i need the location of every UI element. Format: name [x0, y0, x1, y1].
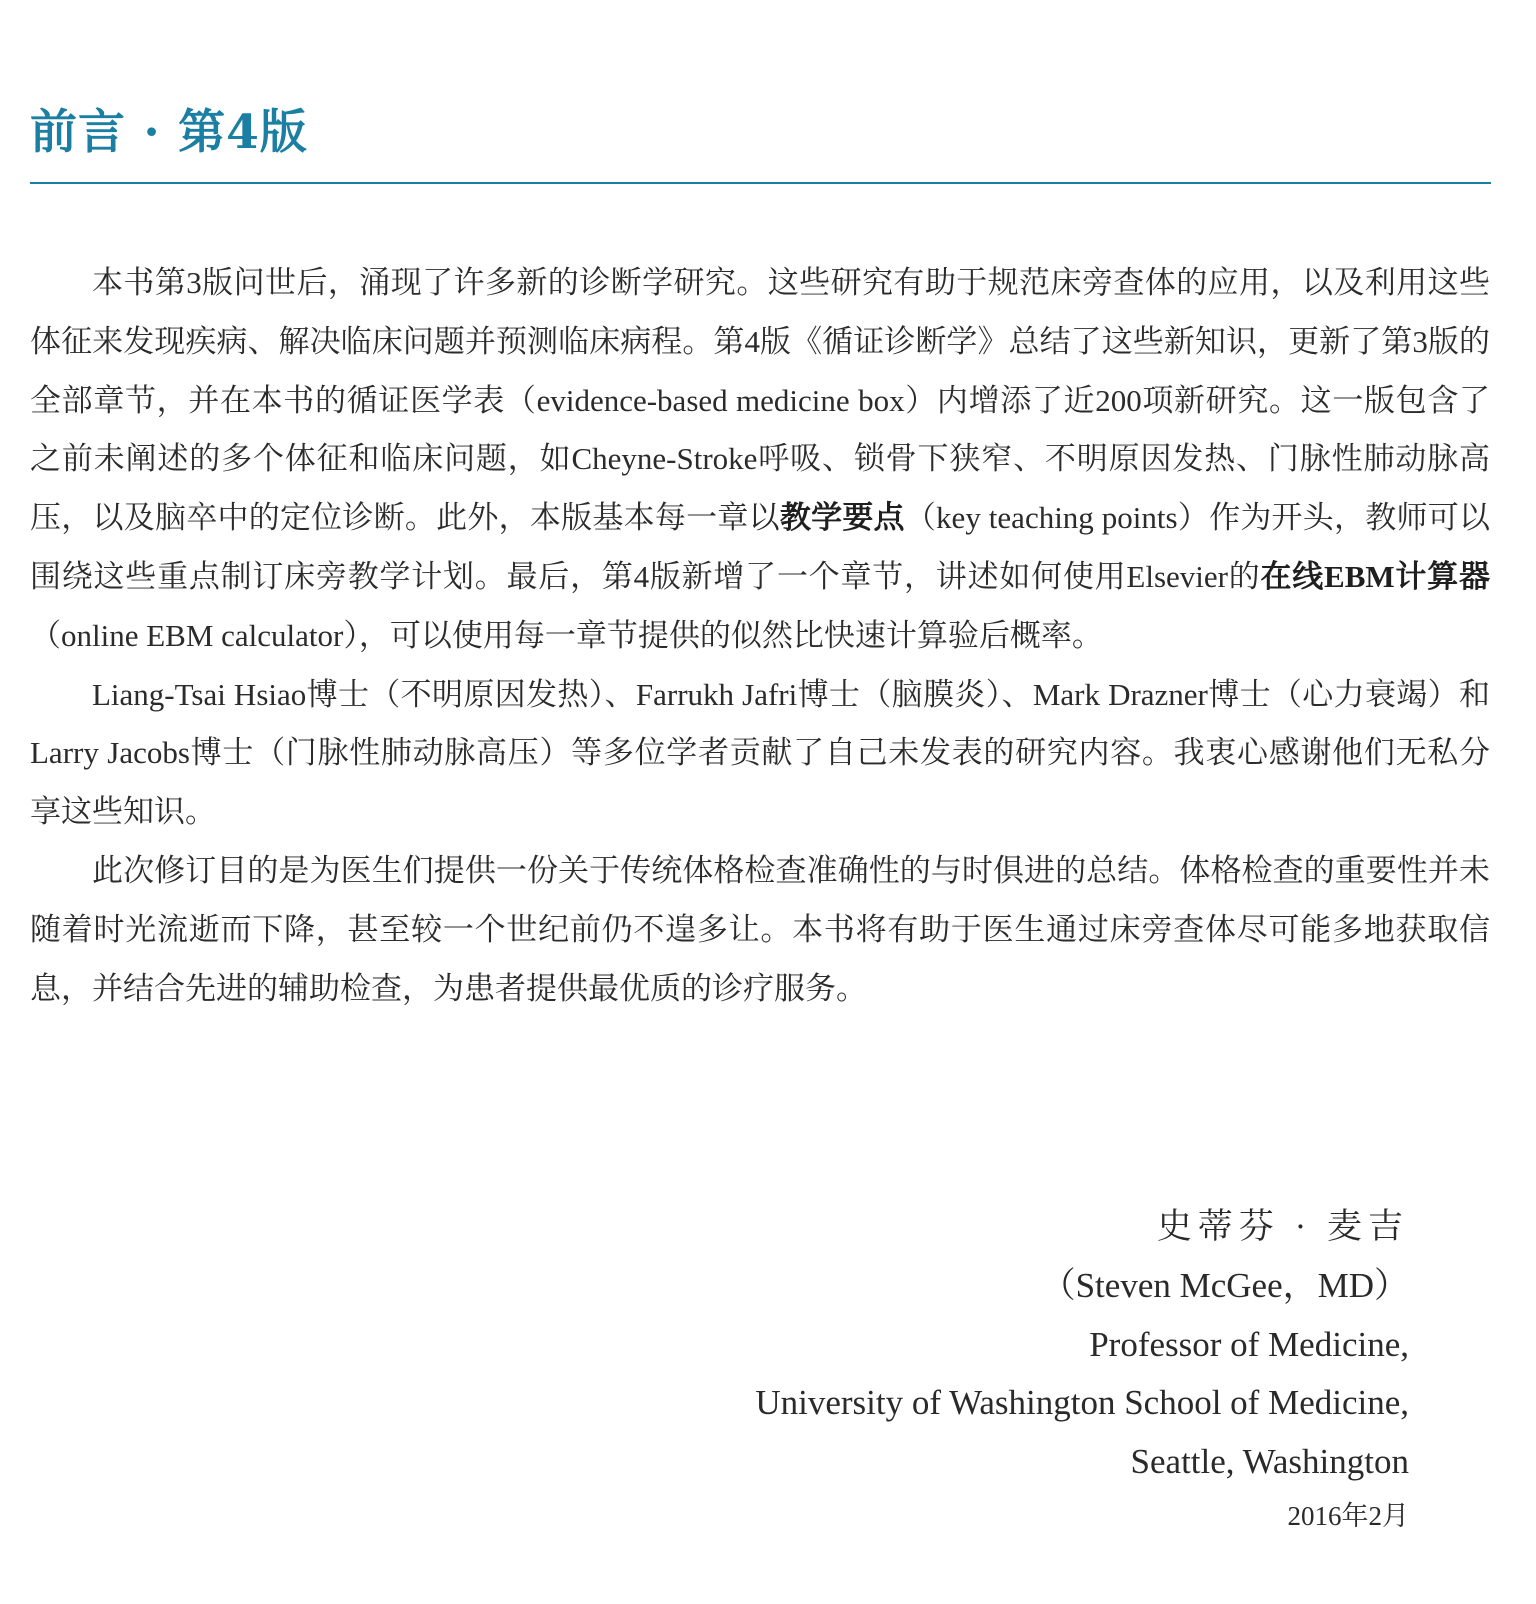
signature-date: 2016年2月: [1287, 1500, 1409, 1531]
author-signature: [755, 1198, 1409, 1540]
paragraph-1-text-b: （key teaching points）作为开头，教师可以围绕这些重点制订床旁教学计划。最后，第4版新增了一个章节，讲述如何使用Elsevier的: [30, 500, 1491, 594]
paragraph-1: [30, 254, 1490, 666]
paragraph-2: Liang-Tsai Hsiao博士（不明原因发热）、Farrukh Jafri博士（脑膜炎）、Mark Drazner博士（心力衰竭）和Larry Jacobs博士（门脉性肺动脉高压）等多位学者贡献了自己未发表的研究内容。我衷心感谢他们无私分享这些知识。: [30, 676, 1490, 830]
author-name-chinese: 史蒂芬 · 麦吉: [1156, 1207, 1409, 1246]
key-teaching-points-term: 教学要点: [779, 500, 905, 536]
page-title: 前言 · 第4版: [30, 105, 308, 160]
author-name-english: （Steven McGee，MD）: [1040, 1265, 1409, 1305]
author-location: Seattle, Washington: [1130, 1442, 1409, 1482]
paragraph-3: 此次修订目的是为医生们提供一份关于传统体格检查准确性的与时俱进的总结。体格检查的重要性并未随着时光流逝而下降，甚至较一个世纪前仍不遑多让。本书将有助于医生通过床旁查体尽可能多地获取信息，并结合先进的辅助检查，为患者提供最优质的诊疗服务。: [30, 852, 1490, 1006]
author-title: Professor of Medicine,: [1089, 1324, 1409, 1364]
preface-body: [30, 254, 1490, 1018]
paragraph-1-text-c: （online EBM calculator），可以使用每一章节提供的似然比快速计算验后概率。: [30, 617, 1103, 653]
online-ebm-calculator-term: 在线EBM计算器: [1260, 558, 1490, 594]
author-institution: University of Washington School of Medicine,: [755, 1383, 1409, 1423]
paragraph-1-text-a: 本书第3版问世后，涌现了许多新的诊断学研究。这些研究有助于规范床旁查体的应用，以及利用这些体征来发现疾病、解决临床问题并预测临床病程。第4版《循证诊断学》总结了这些新知识，更新了第3版的全部章节，并在本书的循证医学表（evidence-based medicine box）内增添了近200项新研究。这一版包含了之前未阐述的多个体征和临床问题，如Cheyne-Stroke呼吸、锁骨下狭窄、不明原因发热、门脉性肺动脉高压，以及脑卒中的定位诊断。此外，本版基本每一章以: [30, 265, 1490, 536]
title-divider: [30, 182, 1491, 184]
